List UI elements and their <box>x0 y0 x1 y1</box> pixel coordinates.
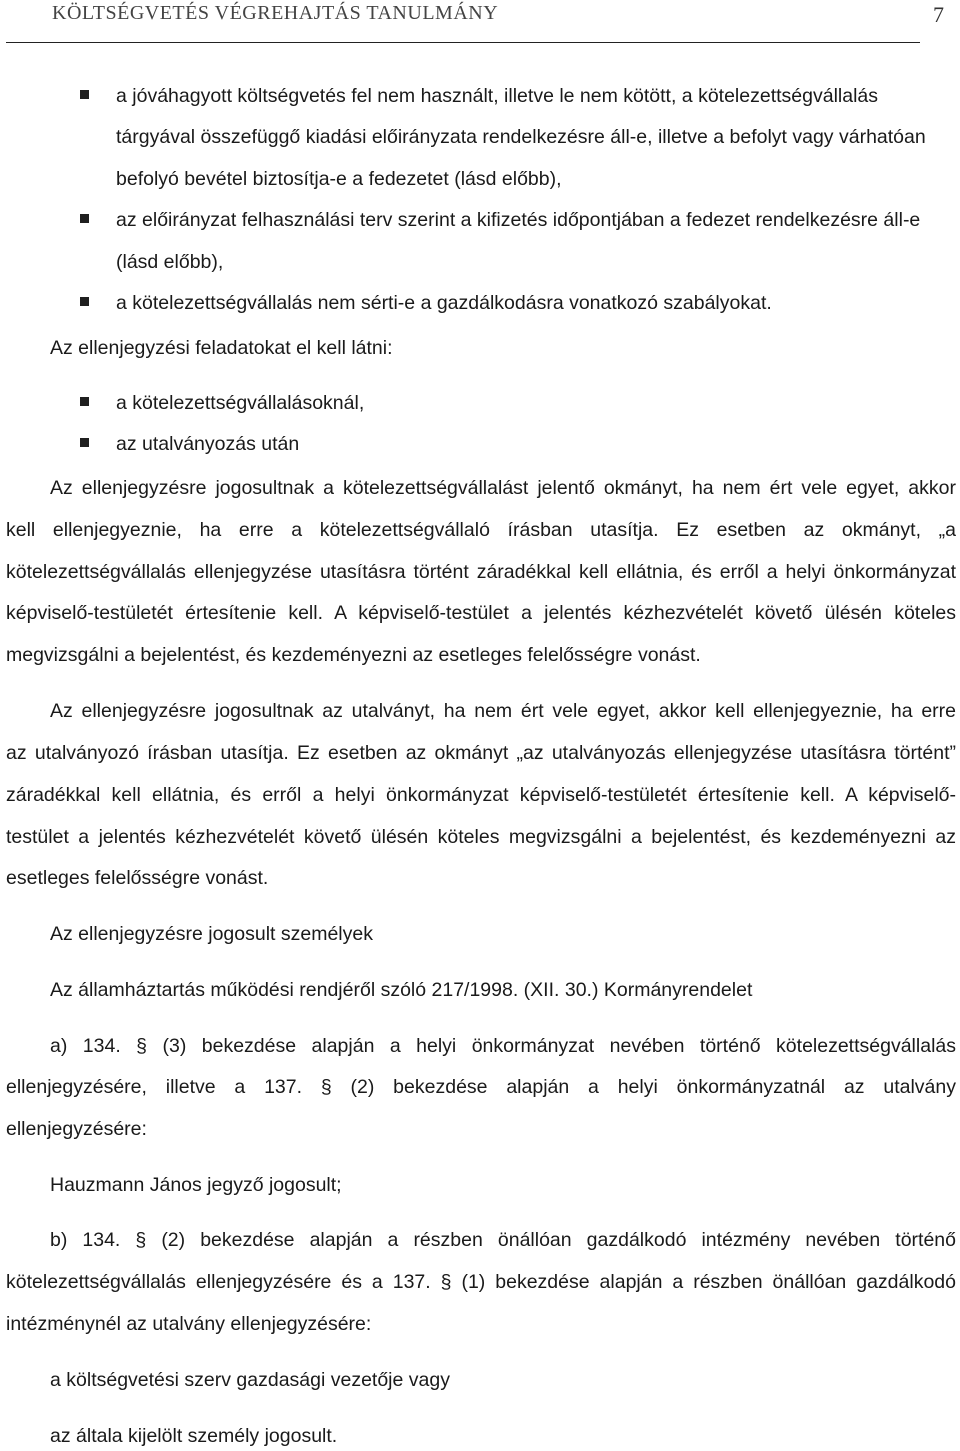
paragraph-line: megvizsgálni a bejelentést, és kezdeményezni az esetleges felelősségre vonást. <box>6 644 701 666</box>
bullet-text: a kötelezettségvállalás nem sérti-e a gazdálkodásra vonatkozó szabályokat. <box>116 292 772 314</box>
bullet-text: a kötelezettségvállalásoknál, <box>116 392 365 414</box>
paragraph-line: Az ellenjegyzésre jogosultnak a kötelezettségvállalást jelentő okmányt, ha nem ért vele egyet, akkor <box>50 477 956 499</box>
paragraph-line: kötelezettségvállalás ellenjegyzésére és a 137. § (1) bekezdése alapján a részben önállóan gazdálkodó <box>6 1271 956 1293</box>
paragraph-line: ellenjegyzésére: <box>6 1118 147 1140</box>
bullet-square-icon <box>80 297 89 306</box>
bullet-text: (lásd előbb), <box>116 251 224 273</box>
paragraph-line: Az ellenjegyzési feladatokat el kell látni: <box>50 337 393 359</box>
page-number: 7 <box>933 2 944 27</box>
paragraph-line: testület a jelentés kézhezvételét követő ülésén köteles megvizsgálni a bejelentést, és kezdeményezni az <box>6 826 956 848</box>
paragraph-line: intézménynél az utalvány ellenjegyzésére: <box>6 1313 372 1335</box>
bullet-square-icon <box>80 90 89 99</box>
page-header <box>6 0 944 43</box>
paragraph-line: ellenjegyzésére, illetve a 137. § (2) bekezdése alapján a helyi önkormányzatnál az utalvány <box>6 1076 956 1098</box>
bullet-text: tárgyával összefüggő kiadási előirányzata rendelkezésre áll-e, illetve a befolyt vagy várhatóan <box>116 126 926 148</box>
paragraph-line: b) 134. § (2) bekezdése alapján a részben önállóan gazdálkodó intézmény nevében történő <box>50 1229 956 1251</box>
section-heading: Az ellenjegyzésre jogosult személyek <box>50 923 373 945</box>
paragraph-line: esetleges felelősségre vonást. <box>6 867 269 889</box>
header-title: KÖLTSÉGVETÉS VÉGREHAJTÁS TANULMÁNY <box>52 2 499 24</box>
paragraph-line: kötelezettségvállalás ellenjegyzése utasításra történt záradékkal kell ellátnia, és erről a helyi önkormányzat <box>6 561 956 583</box>
bullet-square-icon <box>80 438 89 447</box>
paragraph-line: záradékkal kell ellátnia, és erről a helyi önkormányzat képviselő-testületét értesítenie kell. A képviselő- <box>6 784 956 806</box>
paragraph-line: Az ellenjegyzésre jogosultnak az utalványt, ha nem ért vele egyet, akkor kell ellenjegyeznie, ha erre <box>50 700 956 722</box>
bullet-square-icon <box>80 397 89 406</box>
bullet-text: a jóváhagyott költségvetés fel nem használt, illetve le nem kötött, a kötelezettségvállalás <box>116 85 879 107</box>
paragraph-line: kell ellenjegyeznie, ha erre a kötelezettségvállaló írásban utasítja. Ez esetben az okmányt, „a <box>6 519 956 541</box>
paragraph-line: az általa kijelölt személy jogosult. <box>50 1425 338 1447</box>
paragraph-line: Hauzmann János jegyző jogosult; <box>50 1174 342 1196</box>
bullet-text: befolyó bevétel biztosítja-e a fedezetet (lásd előbb), <box>116 168 562 190</box>
bullet-text: az előirányzat felhasználási terv szerint a kifizetés időpontjában a fedezet rendelkezésre áll-e <box>116 209 921 231</box>
bullet-text: az utalványozás után <box>116 433 300 455</box>
paragraph-line: képviselő-testületét értesítenie kell. A képviselő-testület a jelentés kézhezvételét követő ülésén köteles <box>6 602 956 624</box>
paragraph-line: a költségvetési szerv gazdasági vezetője vagy <box>50 1369 450 1391</box>
paragraph-line: a) 134. § (3) bekezdése alapján a helyi önkormányzat nevében történő kötelezettségvállalás <box>50 1035 956 1057</box>
bullet-square-icon <box>80 214 89 223</box>
paragraph-line: az utalványozó írásban utasítja. Ez esetben az okmányt „az utalványozás ellenjegyzése utasításra történt” <box>6 742 956 764</box>
regulation-reference: Az államháztartás működési rendjéről szóló 217/1998. (XII. 30.) Kormányrendelet <box>50 979 753 1001</box>
